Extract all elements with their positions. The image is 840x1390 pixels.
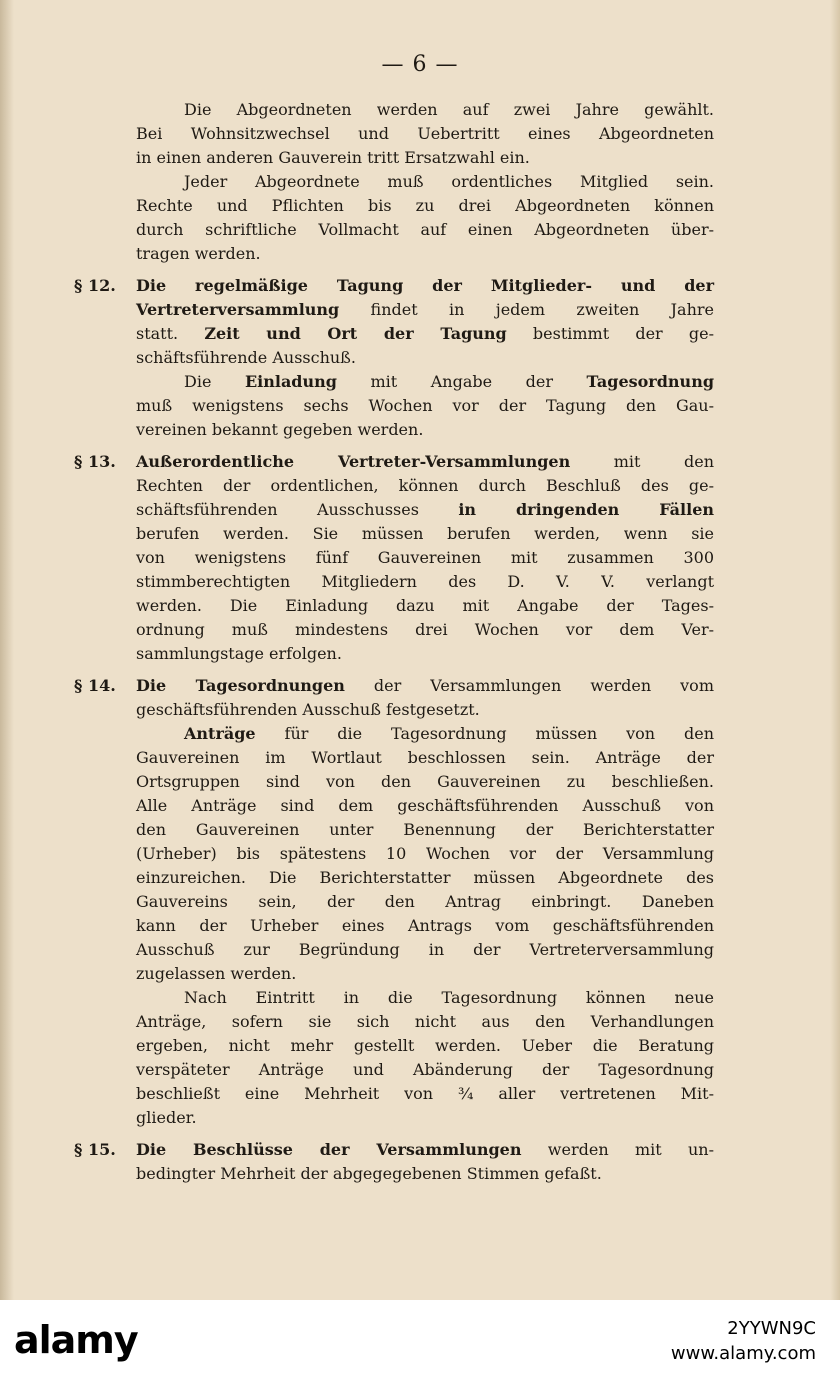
text-line: Rechten der ordentlichen, können durch Beschluß des ge- (136, 476, 714, 495)
text-line: durch schriftliche Vollmacht auf einen Abgeordneten über- (136, 220, 714, 239)
text-line: muß wenigstens sechs Wochen vor der Tagung den Gau- (136, 396, 714, 415)
text-line: Anträge für die Tagesordnung müssen von den (184, 724, 714, 743)
text-line: glieder. (136, 1108, 197, 1127)
text-line: Alle Anträge sind dem geschäftsführenden Ausschuß von (136, 796, 714, 815)
text-line: berufen werden. Sie müssen berufen werden, wenn sie (136, 524, 714, 543)
text-line: in einen anderen Gauverein tritt Ersatzwahl ein. (136, 148, 530, 167)
text-line: Die Abgeordneten werden auf zwei Jahre gewählt. (184, 100, 714, 119)
stock-info (671, 1318, 816, 1364)
section-15 (74, 1138, 714, 1186)
text-line: Ausschuß zur Begründung in der Vertreterversammlung (136, 940, 714, 959)
text-line: (Urheber) bis spätestens 10 Wochen vor der Versammlung (136, 844, 714, 863)
text-line: bedingter Mehrheit der abgegegebenen Stimmen gefaßt. (136, 1164, 602, 1183)
image-id: 2YYWN9C (727, 1318, 816, 1339)
text-line: Jeder Abgeordnete muß ordentliches Mitglied sein. (184, 172, 714, 191)
statute-text (74, 98, 714, 1194)
text-line: Die Beschlüsse der Versammlungen werden mit un- (136, 1140, 714, 1159)
text-line: einzureichen. Die Berichterstatter müssen Abgeordnete des (136, 868, 714, 887)
text-line: den Gauvereinen unter Benennung der Berichterstatter (136, 820, 714, 839)
text-line: vereinen bekannt gegeben werden. (136, 420, 424, 439)
text-line: tragen werden. (136, 244, 261, 263)
section-number: § 15. (74, 1140, 116, 1159)
text-line: schäftsführenden Ausschusses in dringenden Fällen (136, 500, 715, 519)
text-line: ergeben, nicht mehr gestellt werden. Ueber die Beratung (136, 1036, 714, 1055)
text-line: statt. Zeit und Ort der Tagung bestimmt der ge- (136, 324, 714, 343)
section-continuation (74, 98, 714, 266)
section-number: § 14. (74, 676, 116, 695)
text-line: Nach Eintritt in die Tagesordnung können neue (184, 988, 714, 1007)
text-line: sammlungstage erfolgen. (136, 644, 342, 663)
section-14 (74, 674, 714, 1130)
text-line: Gauvereins sein, der den Antrag einbringt. Daneben (136, 892, 714, 911)
text-line: schäftsführende Ausschuß. (136, 348, 356, 367)
text-line: Die Tagesordnungen der Versammlungen werden vom (136, 676, 714, 695)
text-line: Gauvereinen im Wortlaut beschlossen sein. Anträge der (136, 748, 714, 767)
text-line: Die Einladung mit Angabe der Tagesordnung (184, 372, 715, 391)
text-line: geschäftsführenden Ausschuß festgesetzt. (136, 700, 480, 719)
text-line: stimmberechtigten Mitgliedern des D. V. V. verlangt (136, 572, 714, 591)
text-line: Bei Wohnsitzwechsel und Uebertritt eines Abgeordneten (136, 124, 714, 143)
text-line: Außerordentliche Vertreter-Versammlungen mit den (136, 452, 715, 471)
text-line: Vertreterversammlung findet in jedem zweiten Jahre (136, 300, 714, 319)
page-number: — 6 — (381, 52, 459, 77)
text-line: Ortsgruppen sind von den Gauvereinen zu beschließen. (136, 772, 714, 791)
text-line: von wenigstens fünf Gauvereinen mit zusammen 300 (136, 548, 714, 567)
site-url: www.alamy.com (670, 1343, 816, 1364)
text-line: beschließt eine Mehrheit von ¾ aller vertretenen Mit- (136, 1084, 714, 1103)
section-number: § 13. (74, 452, 116, 471)
text-line: Anträge, sofern sie sich nicht aus den Verhandlungen (136, 1012, 714, 1031)
page-edge-shadow (0, 0, 14, 1300)
page-edge-shadow (830, 0, 840, 1300)
text-line: verspäteter Anträge und Abänderung der Tagesordnung (136, 1060, 714, 1079)
text-line: kann der Urheber eines Antrags vom geschäftsführenden (136, 916, 714, 935)
section-12 (74, 274, 714, 442)
text-line: Rechte und Pflichten bis zu drei Abgeordneten können (136, 196, 714, 215)
text-line: zugelassen werden. (136, 964, 297, 983)
text-line: werden. Die Einladung dazu mit Angabe der Tages- (136, 596, 714, 615)
text-line: ordnung muß mindestens drei Wochen vor dem Ver- (136, 620, 714, 639)
text-line: Die regelmäßige Tagung der Mitglieder- und der (136, 276, 714, 295)
alamy-logo: alamy (14, 1318, 138, 1362)
section-13 (74, 450, 714, 666)
section-number: § 12. (74, 276, 116, 295)
